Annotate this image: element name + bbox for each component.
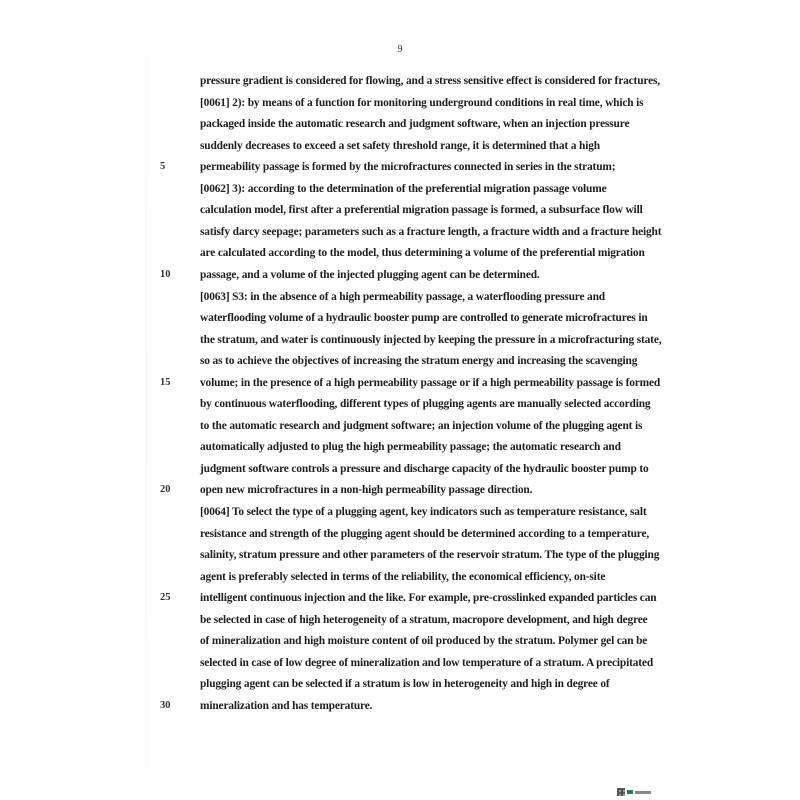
- text-line: [0061] 2): by means of a function for monitoring underground conditions in real time, which is: [200, 97, 644, 109]
- text-line: [0062] 3): according to the determination of the preferential migration passage volume: [200, 183, 607, 195]
- text-line: passage, and a volume of the injected plugging agent can be determined.: [200, 269, 540, 281]
- page-number: 9: [397, 44, 403, 55]
- text-line: by continuous waterflooding, different types of plugging agents are manually selected according: [200, 398, 651, 410]
- line-number: 20: [160, 484, 171, 495]
- text-line: of mineralization and high moisture content of oil produced by the stratum. Polymer gel can be: [200, 635, 648, 647]
- text-line: to the automatic research and judgment software; an injection volume of the plugging agent is: [200, 420, 643, 432]
- text-line: automatically adjusted to plug the high permeability passage; the automatic research and: [200, 441, 621, 453]
- text-line: [0063] S3: in the absence of a high permeability passage, a waterflooding pressure and: [200, 291, 605, 303]
- text-line: resistance and strength of the plugging agent should be determined according to a temperature,: [200, 528, 650, 540]
- text-line: [0064] To select the type of a plugging agent, key indicators such as temperature resistance, salt: [200, 506, 647, 518]
- text-line: volume; in the presence of a high permeability passage or if a high permeability passage is formed: [200, 377, 661, 389]
- logo-icon: [627, 790, 633, 794]
- text-line: be selected in case of high heterogeneity of a stratum, macropore development, and high degree: [200, 614, 648, 626]
- text-line: so as to achieve the objectives of increasing the stratum energy and increasing the scavenging: [200, 355, 638, 367]
- text-line: permeability passage is formed by the microfractures connected in series in the stratum;: [200, 161, 616, 173]
- line-number: 30: [160, 700, 171, 711]
- text-line: the stratum, and water is continuously injected by keeping the pressure in a microfracturing state,: [200, 334, 662, 346]
- line-number: 5: [160, 161, 166, 172]
- text-line: selected in case of low degree of mineralization and low temperature of a stratum. A precipitated: [200, 657, 654, 669]
- line-number: 25: [160, 592, 171, 603]
- text-line: mineralization and has temperature.: [200, 700, 373, 712]
- text-line: pressure gradient is considered for flowing, and a stress sensitive effect is considered for fractures,: [200, 75, 660, 87]
- text-line: salinity, stratum pressure and other parameters of the reservoir stratum. The type of the plugging: [200, 549, 660, 561]
- text-line: are calculated according to the model, thus determining a volume of the preferential migration: [200, 247, 645, 259]
- text-line: calculation model, first after a preferential migration passage is formed, a subsurface flow will: [200, 204, 643, 216]
- text-line: suddenly decreases to exceed a set safety threshold range, it is determined that a high: [200, 140, 600, 152]
- scan-page-edge: [146, 50, 147, 770]
- qr-code-icon: [617, 788, 625, 796]
- text-line: packaged inside the automatic research and judgment software, when an injection pressure: [200, 118, 630, 130]
- text-line: open new microfractures in a non-high permeability passage direction.: [200, 484, 533, 496]
- text-line: judgment software controls a pressure and discharge capacity of the hydraulic booster pump to: [200, 463, 649, 475]
- text-line: agent is preferably selected in terms of the reliability, the economical efficiency, on-site: [200, 571, 606, 583]
- watermark: [617, 788, 651, 796]
- text-line: waterflooding volume of a hydraulic booster pump are controlled to generate microfractures in: [200, 312, 648, 324]
- text-line: satisfy darcy seepage; parameters such as a fracture length, a fracture width and a fracture height: [200, 226, 662, 238]
- text-line: intelligent continuous injection and the like. For example, pre-crosslinked expanded particles can: [200, 592, 657, 604]
- line-number: 15: [160, 377, 171, 388]
- logo-text: [635, 791, 651, 794]
- text-line: plugging agent can be selected if a stratum is low in heterogeneity and high in degree of: [200, 678, 610, 690]
- line-number: 10: [160, 269, 171, 280]
